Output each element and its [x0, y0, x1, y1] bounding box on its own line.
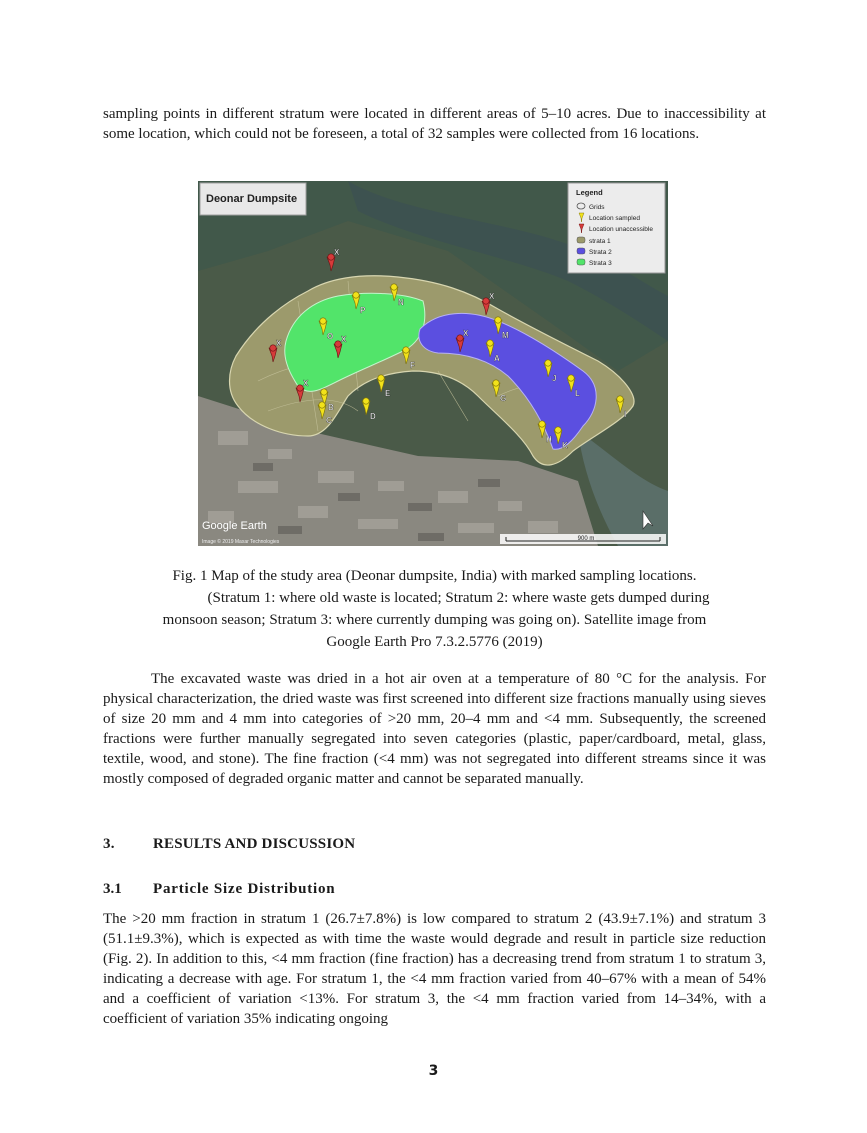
legend-label: Location unaccessible	[589, 226, 653, 233]
sample-location-label: D	[370, 412, 376, 421]
subsection-title: Particle Size Distribution	[153, 881, 336, 897]
section-heading	[103, 836, 355, 853]
sample-location-label: C	[326, 416, 332, 425]
sample-location-label: M	[502, 331, 509, 340]
map-title: Deonar Dumpsite	[206, 193, 298, 205]
study-area-map-figure	[198, 181, 668, 546]
legend-label: strata 1	[589, 238, 611, 245]
unaccessible-location-label: X	[463, 329, 469, 338]
legend-label: Strata 3	[589, 260, 612, 267]
sample-location-label: L	[575, 389, 580, 398]
unaccessible-location-label: X	[303, 379, 309, 388]
legend-label: Grids	[589, 204, 605, 211]
google-earth-watermark: Google Earth	[202, 520, 267, 532]
unaccessible-location-label: X	[341, 335, 347, 344]
sample-location-label: O	[327, 332, 334, 341]
sample-location-label: A	[494, 354, 500, 363]
legend-item-unaccessible	[579, 224, 653, 233]
sample-location-label: F	[410, 361, 415, 370]
sample-location-label: B	[328, 403, 334, 412]
page-number: 3	[428, 1063, 439, 1079]
legend-label: Location sampled	[589, 215, 640, 222]
results-paragraph: The >20 mm fraction in stratum 1 (26.7±7.8%) is low compared to stratum 2 (43.9±7.1%) and stratum 3 (51.1±9.3%), which is expected as with time the waste would degrade and result in particle size reduction (Fig. 2). In addition to this, <4 mm fraction (fine fraction) has a decreasing trend from stratum 1 to stratum 3, indicating a decrease with age. For stratum 1, the <4 mm fraction varied from 40–67% with a mean of 54% and a coefficient of variation <13%. For stratum 3, the <4 mm fraction varied from 14–34%, with a coefficient of variation 35% indicating ongoing	[103, 911, 766, 1027]
caption-line: (Stratum 1: where old waste is located; Stratum 2: where waste gets dumped during	[207, 590, 710, 606]
unaccessible-location-label: X	[489, 292, 495, 301]
scale-label: 900 m	[577, 536, 595, 542]
unaccessible-location-label: X	[276, 339, 282, 348]
subsection-heading	[103, 881, 335, 898]
sample-location-label: E	[385, 389, 391, 398]
intro-paragraph: sampling points in different stratum were located in different areas of 5–10 acres. Due to inaccessibility at some location, which could not be foreseen, a total of 32 samples were collected from 16 locations.	[103, 106, 766, 142]
sample-location-label: N	[398, 298, 404, 307]
satellite-map	[198, 181, 668, 546]
subsection-number: 3.1	[103, 881, 122, 897]
legend-item-sampled	[579, 213, 640, 222]
legend-label: Strata 2	[589, 249, 612, 256]
caption-line: Fig. 1 Map of the study area (Deonar dumpsite, India) with marked sampling locations.	[172, 568, 697, 584]
method-paragraph: The excavated waste was dried in a hot air oven at a temperature of 80 °C for the analysis. For physical characterization, the dried waste was first screened into different size fractions manually using sieves of size 20 mm and 4 mm into categories of >20 mm, 20–4 mm and <4 mm. Subsequently, the screened fractions were further manually segregated into seven categories (plastic, paper/cardboard, metal, glass, textile, wood, and stone). The fine fraction (<4 mm) was not segregated into different streams since it was mostly composed of degraded organic matter and cannot be separated manually.	[103, 671, 766, 787]
caption-line: Google Earth Pro 7.3.2.5776 (2019)	[326, 634, 543, 650]
sample-location-label: J	[552, 374, 557, 383]
blue-swatch	[577, 248, 585, 254]
sample-location-label: P	[360, 306, 366, 315]
legend-title: Legend	[576, 188, 603, 197]
olive-swatch	[577, 237, 585, 243]
section-number: 3.	[103, 836, 115, 852]
sample-location-label: K	[562, 441, 568, 450]
figure-caption	[103, 565, 766, 653]
scale-bar	[500, 534, 666, 544]
map-legend	[568, 183, 665, 273]
unaccessible-location-label: X	[334, 248, 340, 257]
green-swatch	[577, 259, 585, 265]
imagery-credit: Image © 2019 Maxar Technologies	[202, 539, 280, 545]
sample-location-label: I	[624, 410, 627, 419]
section-title: RESULTS AND DISCUSSION	[153, 836, 356, 852]
sample-location-label: G	[500, 394, 507, 403]
sample-location-label: H	[546, 435, 552, 444]
caption-line: monsoon season; Stratum 3: where currently dumping was going on). Satellite image from	[162, 612, 707, 628]
